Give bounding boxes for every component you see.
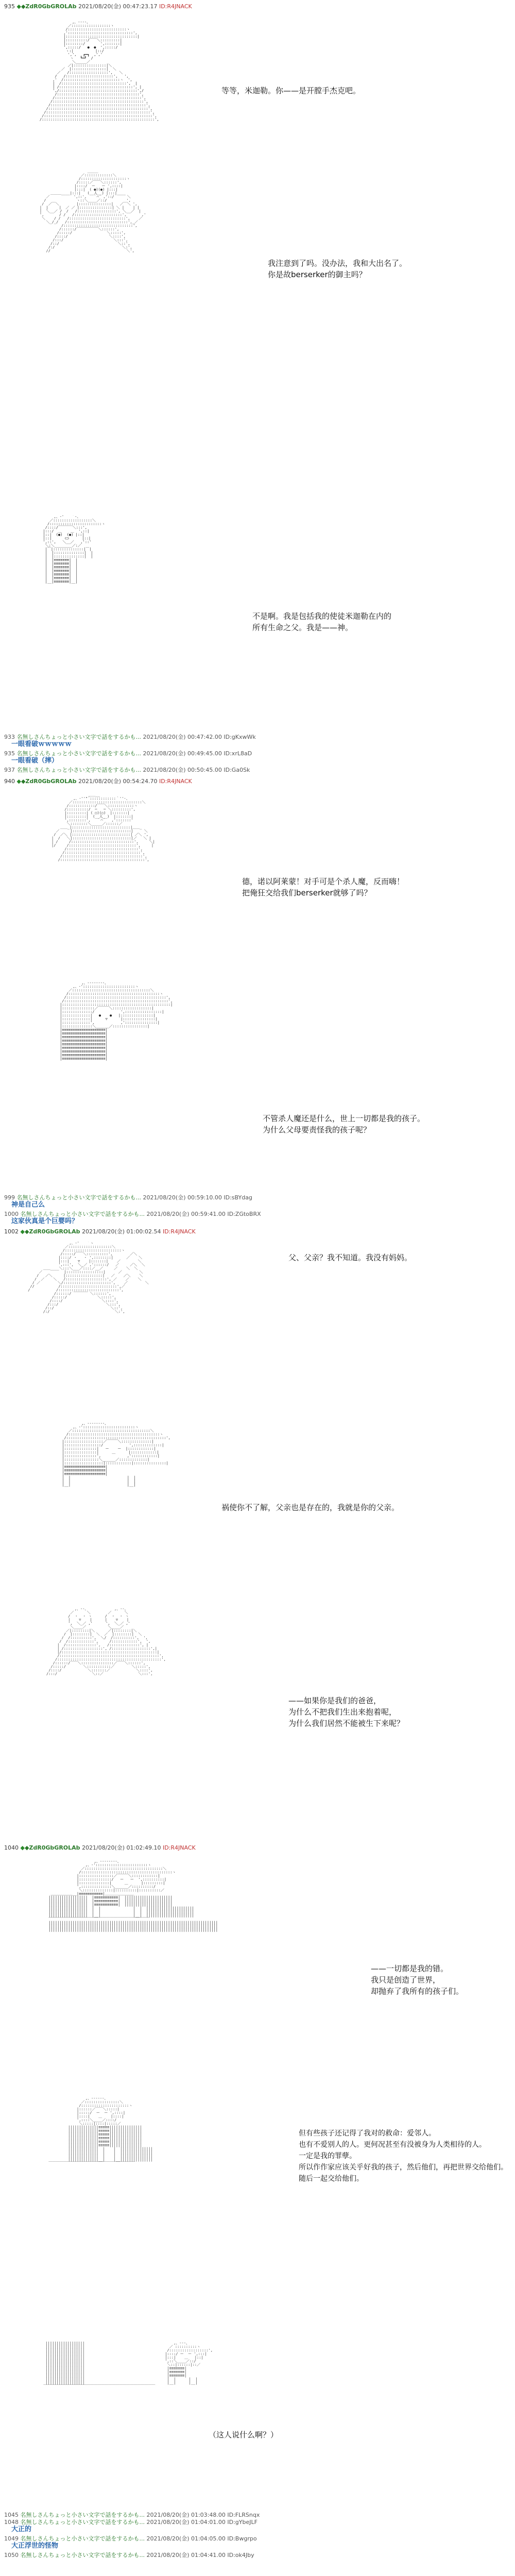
commenter-name: 名無しさんちょっと小さい文字で話をするかも... (16, 1194, 141, 1201)
commenter-name: 名無しさんちょっと小さい文字で話をするかも... (20, 1211, 145, 1217)
poster-name: ◆ZdR0GbGROLAb (21, 778, 77, 785)
comment-number[interactable]: 1000 (4, 1211, 19, 1217)
post-number[interactable]: 940 (4, 778, 15, 785)
dialogue-line: 祸使你不了解，父亲也是存在的，我就是你的父亲。 (221, 1503, 400, 1512)
post-header (4, 3, 192, 10)
post-header (4, 1228, 196, 1235)
comment-number[interactable]: 935 (4, 750, 15, 757)
dialogue-line: ——一切都是我的错。 我只是创造了世界， 却抛弃了我所有的孩子们。 (371, 1964, 464, 1996)
comment-date: 2021/08/20(金) 00:49:45.00 (143, 750, 222, 757)
commenter-id[interactable]: ID:xrL8aD (224, 750, 252, 757)
ascii-art-figure: ＿＿__ ,、‐''"´::::::::::::｀''‐、 ／::::::::::::::::::::::::::::::::＼ /::::::::::::/￣￣＼::::::::::::ヽ /::::::::::/ ─ ─ ＼:::::::::', |:::::::::| ( ○)(○) |:::::::| |:::::::::| (__人__) |:::::::| ',::::::::', ｀⌒´ ,':::::::' ＼::::::::＼_____／::::::／ ＿＿_|:::::::::::::::::::::::::::|＿＿_ ／ |:::::::::::::::::::::::::::| ＼ / ／＼ |:::::::::::::::::::::::::::| ／＼ ', | / ＼|:::::::::::::::::::::::::::|／ ＼ | | / /:::::::::::::::::::::::::::::', ＼| |/ /:::::::::::::::::::::::::::::::', | /:::::::::::::::::::::::::::::::::', /:::::::::::::::::::::::::::::::::::', /:::::::::::::::::::::::::::::::::::::', /:::::::::::::::::::::::::::::::::::::::', (52, 793, 155, 862)
commenter-name: 名無しさんちょっと小さい文字で話をするかも... (16, 734, 141, 740)
comment-number[interactable]: 999 (4, 1194, 15, 1201)
comment-body: 这家伙真是个巨婴吗？ (11, 1217, 79, 1225)
poster-name: ◆ZdR0GbGROLAb (24, 1844, 80, 1851)
post-number[interactable]: 1040 (4, 1844, 19, 1851)
comment-header (4, 2512, 260, 2519)
comment-date: 2021/08/20(金) 00:59:41.00 (146, 1211, 226, 1217)
poster-name: ◆ZdR0GbGROLAb (24, 1228, 80, 1235)
comment-body: 一眼看破ｗｗｗｗｗ (11, 740, 72, 748)
comment-body: 神是自己么 (11, 1201, 45, 1209)
dialogue-line: （这人说什么啊？） (209, 2430, 279, 2439)
commenter-id[interactable]: ID:ZGtoBRX (227, 1211, 261, 1217)
comment-body: 大正的 (11, 2526, 32, 2533)
poster-name: ◆ZdR0GbGROLAb (21, 3, 77, 10)
post-date: 2021/08/20(金) 01:02:49.10 (82, 1844, 161, 1851)
ascii-art-figure: ,、--‐‐、 ／::::::::::::::::::ヽ /:::::::::::::::::::::::::::ヽ ,'::::::::::::::::::::::::::::::', |:::::::::::::::::::::::::::::::::| |::::::::::/￣￣＼:::::::::| |::::::::/ ',:::::::| ',:::::/ ● ● ',:::::/ ヽ:| |::/ ',', ┏━┓ ,',' ヽ ┗━┛ / ＼_____／ ／|:::::::::::::::|＼ ／ |::::::::::::::::| ＼ ／ /::::::::::::::::::', ＼ / /::::::::::::::::::::::', ', ,' /::::::::::::::::::::::::::ヽ ', | /::::::::::::::::::::::::::::::', | | /::::::::::::::::::::::::::::::::::', | ',/::::::::::::::::::::::::::::::::::::',/ /::::::::::::::::::::::::::::::::::::::', /::::::::::::::::::::::::::::::::::::::::', /::::::::::::::::::::::::::::::::::::::::::', /::::::::::::::::::::::::::::::::::::::::::::', /::::::::::::::::::::::::::::::::::::::::::::::', /::::::::::::::::::::::::::::::::::::::::::::::::', /::::::::::::::::::::::::::::::::::::::::::::::::::', /::::::::::::::::::::::::::::::::::::::::::::::::::::', (39, 21, 159, 122)
ascii-art-figure: ,、--‐‐‐‐--、 ,、‐'::::::::::::::::::::::::ヽ ／::::::::::::::::::::::::::::::::::::＼ /::::::::::::::::::::::::::::::::::::::::::ヽ /::::::::::::::::::::::::::::::::::::::::::::::', |::::::::::::::::::／￣￣￣＼::::::::::::::| |:::::::::::::::::/ ',:::::::::::::| |:::::::::::::::| ー ー |::::::::::::| |:::::::::::::::| ＿ |::::::::::::| |:::::::::::::::', ,'::::::::::::| |::::::::::::::::＼______／:::::::::::::| |::::::::::::::::::|::::::::::::|:::::::::::::::| |≡≡≡≡≡≡≡≡≡≡≡≡≡≡≡≡≡≡≡| |≡≡≡≡≡≡≡≡≡≡≡≡≡≡≡≡≡≡≡| |≡≡≡≡≡≡≡≡≡≡≡≡≡≡≡≡≡≡≡| | | | | | | | | |__| |__| (62, 1422, 171, 1487)
comment-date: 2021/08/20(金) 01:04:01.00 (146, 2519, 226, 2526)
dialogue-line: 不是啊。我是包括我的使徒米迦勒在内的 所有生命之父。我是——神。 (252, 612, 392, 632)
commenter-name: 名無しさんちょっと小さい文字で話をするかも... (16, 767, 141, 773)
commenter-id[interactable]: ID:FLRSnqx (227, 2512, 260, 2518)
comment-header (4, 750, 252, 757)
comment-body: 一眼看破（摔） (11, 757, 59, 765)
commenter-name: 名無しさんちょっと小さい文字で話をするかも... (20, 2535, 145, 2542)
post-date: 2021/08/20(金) 00:54:24.70 (78, 778, 158, 785)
comment-date: 2021/08/20(金) 00:50:45.00 (143, 767, 222, 773)
commenter-id[interactable]: ID:gYbeJLF (227, 2519, 258, 2526)
comment-number[interactable]: 933 (4, 734, 15, 740)
poster-id[interactable]: ID:R4JNACK (162, 1844, 196, 1851)
comment-header (4, 734, 256, 741)
commenter-id[interactable]: ID:Ga0Sk (224, 767, 250, 773)
comment-header (4, 2519, 258, 2526)
comment-date: 2021/08/20(金) 00:59:10.00 (143, 1194, 222, 1201)
comment-date: 2021/08/20(金) 01:03:48.00 (146, 2512, 226, 2518)
comment-date: 2021/08/20(金) 01:04:05.00 (146, 2535, 226, 2542)
comment-header (4, 1194, 252, 1201)
comment-date: 2021/08/20(金) 00:47:42.00 (143, 734, 222, 740)
post-header (4, 778, 192, 785)
comment-header (4, 767, 250, 774)
post-number[interactable]: 1002 (4, 1228, 19, 1235)
ascii-art-figure: ,、‐'￣￣｀ヽ ／::::::::::::::::::::＼ /::::::::::::::::::::::::::ヽ /:::::/￣￣＼::::::::::', ／＼ |::::/ ・ ・ ',::::::::| ／ ＼ |:::| ▽ |:::::::| ／ ＼ ',:::', ＼_／ ,'::::::/ ／ ／＼ ＼ ＿＿____＼:::＼___／::::／__／ ／ ＼ ＼ ／ |:::::::::::::::::| ／ ＼ / ／＼ |:::::::::::::::::| ／ ／＼ ＼ / ／ ＼ /:::::::::::::::::::', ／ ／ ＼ / ／ ＼/::::::::::::::::::::::', ／ ＼ // /::::::::::::::::::::::::::',／ / /::::::::::::::::::::::::::::', /::::::/ ￣￣￣￣ ＼::::::', /:::::/ ＼:::::', /::::/ ＼::::', /:::/ ＼:::', /::/ ＼::', /:/ ＼:', (28, 1242, 149, 1314)
comment-number[interactable]: 1048 (4, 2519, 19, 2526)
dialogue-line: 但有些孩子还记得了我对的救命：爱邻人。 也有不爱别人的人。更何况甚至有没被身为人类相待的人。 一定是我的罪孽。 所以作作家应该关乎好我的孩子，然后他们，再把世界交给他们。 随后一起交给他们。 (299, 2129, 508, 2183)
post-header (4, 1844, 196, 1852)
trip-diamond-icon: ◆ (20, 1228, 25, 1235)
commenter-id[interactable]: ID:ok4Jby (227, 2552, 254, 2558)
dialogue-line: 父、父亲？我不知道。我没有妈妈。 (288, 1253, 413, 1262)
commenter-name: 名無しさんちょっと小さい文字で話をするかも... (20, 2519, 145, 2526)
commenter-id[interactable]: ID:gKxwWk (224, 734, 256, 740)
trip-diamond-icon: ◆ (16, 778, 21, 785)
ascii-art-scene: ,、--‐‐‐‐--、 ,、‐'::::::::::::::::::::::::ヽ ／::::::::::::::::::::::::::::::::::::＼ /::::::::::::::::::::::::::::::::::::::::::ヽ |::::::::::::::::／￣￣￣＼::::::::::::| |:::::::::::::::/ ー ー ',::::::::::| |::::::::::::::| ＿ |:::::::::| ',::::::::::::::＼______／::::::::::/ ＼::::::::::::::|::::::::::|::::::::::／ ＿＿＿＿＿＿__|≡≡≡≡≡≡≡≡≡≡≡|＿＿＿＿＿＿＿＿ |||||||||||||||||| |≡≡≡≡≡≡≡≡≡≡≡| |||||||||||||||||||||| |||||||||||||||||| |≡≡≡≡≡≡≡≡≡≡≡| |||||||||||||||||||||| |||||||||||||||||| |≡≡≡≡≡≡≡≡≡≡≡| |||||||||||||||||||||| |||||||||||||||||| | | | | |||||||||||||||||||||| |||||||||||||||||| | | | | |||||||||||||||||||||| |||||||||||||||||| |__| |__| |||||||||||||||||||||| ￣￣￣￣￣￣￣￣￣￣￣￣￣￣￣￣￣￣￣￣￣￣￣￣￣￣￣￣ |||||||||||||||||||||||||||||||||||||||||||||||||||||||||||||||||||||||||||||| |||||||||||||||||||||||||||||||||||||||||||||||||||||||||||||||||||||||||||||| |||||||||||||||||||||||||||||||||||||||||||||||||||||||||||||||||||||||||||||| (48, 1860, 218, 1932)
ascii-art-scene: |||||||||||||||||| ,、‐‐‐、 |||||||||||||||||| ／ ::::::::::ヽ |||||||||||||||||| /::::::::::::::::::', |||||||||||||||||| |::::/ ー ー ',:::| |||||||||||||||||| |:::| ＿ |::| |||||||||||||||||| ',::＼____／::/ |||||||||||||||||| ＼::|::::::|::／ |||||||||||||||||| |≡≡≡≡≡≡≡| |||||||||||||||||| |≡≡≡≡≡≡≡| |||||||||||||||||| |≡≡≡≡≡≡≡| |||||||||||||||||| | | | | |||||||||||||||||| |__| |__| ￣￣￣￣￣￣￣￣￣￣￣￣￣￣￣￣￣￣￣￣￣￣￣￣￣￣￣￣￣￣￣ (43, 2342, 213, 2388)
comment-date: 2021/08/20(金) 01:04:41.00 (146, 2552, 226, 2558)
ascii-art-figure: ＿＿＿ ／:::::::::::::＼ /:::::::::::::::::::::ヽ /:::::／￣￣＼::::::', |::::/ ー ー ',::::| |:::| ( ●)(●) |:::| ＿＿＿____|:::| (__人__) |:::|____ ／ ',::', ｀⌒´ ,'::/ ＼ / ヽ::＼____／::/ ', / ／￣＼ |:::::::::::::::| ／￣＼ ', | | | ／ ／ |:::::::::::::::| ＼ | | | | ＼__／ / / /::::::::::::::::::', ＼__／ | ', / / /::::::::::::::::::::::', ,' ＼ / / /::::::::::::::::::::::::::', ／ ＼_/_/ /::::::::::::::::::::::::::::',_／ /::::::::::::::::::::::::::::::::', /::::::/￣￣￣￣￣￣＼::::::', /:::::/ ＼:::::', /::::/ ＼::::', /:::/ ＼:::', /::/ ＼::', /:/ ＼:', // ＼', (39, 170, 146, 253)
poster-id[interactable]: ID:R4JNACK (162, 1228, 196, 1235)
dialogue-line: 德，诺以阿莱蒙！对手可是个杀人魔，反而嗨！ 把俺狂交给我们berserker就够了吗？ (242, 877, 405, 897)
trip-diamond-icon: ◆ (20, 1844, 25, 1851)
comment-body: 大正浮世的怪物 (11, 2542, 59, 2550)
comment-number[interactable]: 1045 (4, 2512, 19, 2518)
post-number[interactable]: 935 (4, 3, 15, 10)
ascii-art-scene: ,、--‐‐--、 ／::::::::::::::::＼ /::::::::::::::::::::::ヽ |::::::／￣￣＼:::::| |:::::/ ー ー ',::::| |::::| ＿ |::::| ',::::＼____／::::/ ＼:::::|::::|:::::／ ||||||||||||||≡≡≡≡≡||||||||||||||| ||||||||||||||≡≡≡≡≡||||||||||||||| ||||||||||||||≡≡≡≡≡||||||||||||||| ||||||||||||||≡≡≡≡≡||||||||||||||| ||||||||||||||≡≡≡≡≡||||||||||||||| ||||||||||||||≡≡≡≡≡||||||||||||||| |||||||||||||| | | ||||||||||||||| |||||||||||||| | | ||||||||||||||| |||||||||||||| | | ||||||||||||||| ||||||||||||||__| |__||||||||||||||| ￣￣￣￣￣￣￣￣￣￣￣￣￣￣￣￣￣￣￣￣￣￣￣￣ (48, 2097, 153, 2165)
comment-header (4, 1211, 261, 1218)
poster-id[interactable]: ID:R4JNACK (159, 778, 192, 785)
comment-number[interactable]: 1049 (4, 2535, 19, 2542)
post-date: 2021/08/20(金) 00:47:23.17 (78, 3, 158, 10)
ascii-art-figure: ,、‐'￣￣｀‐、 ／::::::::::::::::::＼ /::::::::::::::::::::::::ヽ /::::/￣￣￣￣＼:::', |:::/ ＿ ＿ ',::| |::| (●) (●) |::| |::| ⊂⊃ |::| ',::', ＼__／ ,'::' ＼:＼________／:／ |￣|::::::::::::::|￣| | |::::::::::::::| | | |::::::::::::::| | | |≡≡≡≡≡≡≡| | | |≡≡≡≡≡≡≡| | | |≡≡≡≡≡≡≡| | | |≡≡≡≡≡≡≡| | | |≡≡≡≡≡≡≡| | | |≡≡≡≡≡≡≡| | |__|≡≡≡≡≡≡≡|__| (43, 515, 106, 584)
ascii-art-figure: ,、--‐‐‐‐--、 ,、‐'::::::::::::::::::::::::ヽ ／::::::::::::::::::::::::::::::::::::＼ /::::::::::::::::::::::::::::::::::::::::::ヽ /::::::::::::::::::::::::::::::::::::::::::::::', /::::::::::::::::::::::::::::::::::::::::::::::::', |::::::::::::::::::::::::::::::::::::::::::::::::::| |:::::::::::::::／￣￣￣＼::::::::::::::::::| |::::::::::::::/ ',:::::::::::::::::| |:::::::::::::| ● ● |:::::::::::::::| |:::::::::::::| ▽ |:::::::::::::::| |:::::::::::::', ,':::::::::::::::| |::::::::::::::＼______／::::::::::::::::| |≡≡≡≡≡≡≡≡≡≡≡≡≡≡≡≡≡≡≡≡| |≡≡≡≡≡≡≡≡≡≡≡≡≡≡≡≡≡≡≡≡| |≡≡≡≡≡≡≡≡≡≡≡≡≡≡≡≡≡≡≡≡| |≡≡≡≡≡≡≡≡≡≡≡≡≡≡≡≡≡≡≡≡| |≡≡≡≡≡≡≡≡≡≡≡≡≡≡≡≡≡≡≡≡| |≡≡≡≡≡≡≡≡≡≡≡≡≡≡≡≡≡≡≡≡| |≡≡≡≡≡≡≡≡≡≡≡≡≡≡≡≡≡≡≡≡| |≡≡≡≡≡≡≡≡≡≡≡≡≡≡≡≡≡≡≡≡| |≡≡≡≡≡≡≡≡≡≡≡≡≡≡≡≡≡≡≡≡| (60, 981, 173, 1061)
dialogue-line: 不管杀人魔还是什么，世上一切都是我的孩子。 为什么父母要责怪我的孩子呢？ (263, 1114, 425, 1134)
comment-number[interactable]: 937 (4, 767, 15, 773)
comment-header (4, 2535, 257, 2543)
commenter-id[interactable]: ID:Bwgrpo (227, 2535, 257, 2542)
commenter-id[interactable]: ID:sBYdag (224, 1194, 252, 1201)
commenter-name: 名無しさんちょっと小さい文字で話をするかも... (16, 750, 141, 757)
comment-number[interactable]: 1050 (4, 2552, 19, 2558)
commenter-name: 名無しさんちょっと小さい文字で話をするかも... (20, 2512, 145, 2518)
post-date: 2021/08/20(金) 01:00:02.54 (82, 1228, 161, 1235)
poster-id[interactable]: ID:R4JNACK (159, 3, 192, 10)
dialogue-line: 我注意到了吗。没办法，我和大出名了。 你是故berserker的御主吗？ (268, 259, 407, 279)
comment-header (4, 2552, 254, 2559)
ascii-art-figure: ,、‐‐、 ,、‐‐、 ／ ＼ ／ ＼ / ・ ・ ヽ / ・ ・ ヽ | ▽ | | ▽ | ', ＼_／ ,' ', ＼_／ ,' ＼____／ ＼____／ ／|::::::::|＼ ／|::::::::|＼ / |::::::::| ＼ ／ |::::::::| ＼ / /::::::::::', ＼/ /::::::::::', ', / /::::::::::::', /::::::::::::', ', | /::::::::::::::', /::::::::::::::', | | /::::::::::::::::::', /::::::::::::::::::',| |/::::::::::::::::::::::::::::::::::::::::::::| /::::::::::::::::::::::::::::::::::::::::::::::', /::::::::::::::::::::::::::::::::::::::::::::::::', /::::::/￣￣＼:::::::::::::::／￣￣＼::::::', /:::::/ ＼:::::::::::／ ＼:::::', /::::/ ＼:::::::／ ＼::::', /:::/ ＼::／ ＼:::', (46, 1607, 166, 1676)
dialogue-line: ——如果你是我们的爸爸， 为什么不把我们生出来抱着呢， 为什么我们居然不能被生下来呢？ (288, 1696, 405, 1728)
commenter-name: 名無しさんちょっと小さい文字で話をするかも... (20, 2552, 145, 2558)
dialogue-line: 等等，米迦勒。你——是开膛手杰克吧。 (221, 86, 361, 95)
trip-diamond-icon: ◆ (16, 3, 21, 10)
